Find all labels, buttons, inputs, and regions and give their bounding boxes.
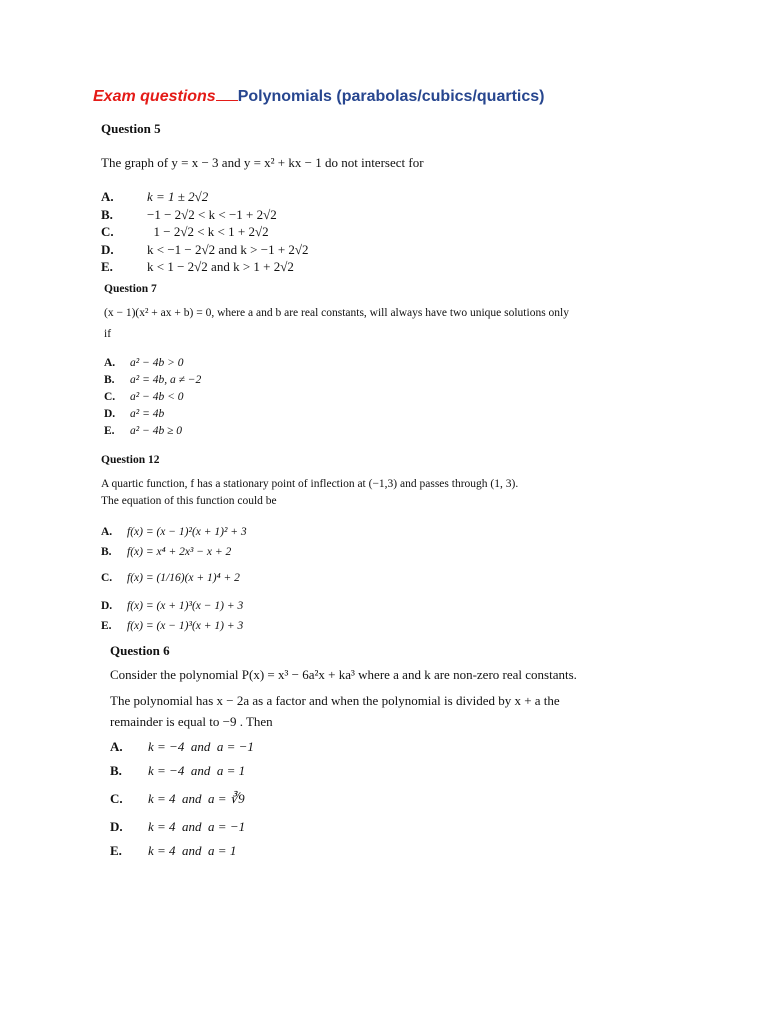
option-row: A. k = −4 and a = −1 — [110, 739, 254, 754]
option-row: D. k < −1 − 2√2 and k > −1 + 2√2 — [101, 241, 309, 257]
option-row: C. k = 4 and a = ∛9 — [110, 791, 245, 806]
question-7-options — [104, 355, 201, 440]
question-5-stem: The graph of y = x − 3 and y = x² + kx − 1 do not intersect for — [101, 155, 424, 170]
page-header — [93, 88, 544, 106]
option-row: B. a² = 4b, a ≠ −2 — [104, 374, 202, 386]
option-row: B. f(x) = x⁴ + 2x³ − x + 2 — [101, 546, 232, 558]
question-5-options — [101, 188, 309, 276]
question-12-stem-line2: The equation of this function could be — [101, 495, 277, 507]
question-5-title: Question 5 — [101, 121, 161, 136]
exam-questions-label: Exam questions — [93, 88, 216, 105]
option-row: D. a² = 4b — [104, 408, 165, 420]
option-row: E. k < 1 − 2√2 and k > 1 + 2√2 — [101, 259, 294, 274]
question-6-stem-line2: The polynomial has x − 2a as a factor and when the polynomial is divided by x + a the — [110, 693, 560, 708]
option-row: A. a² − 4b > 0 — [104, 357, 184, 369]
option-row: E. k = 4 and a = 1 — [110, 843, 237, 858]
option-row: A. k = 1 ± 2√2 — [101, 189, 209, 204]
topic-title: Polynomials (parabolas/cubics/quartics) — [237, 88, 545, 105]
question-6-options — [110, 739, 254, 867]
question-6-stem-line3: remainder is equal to −9 . Then — [110, 714, 273, 729]
option-row: C. 1 − 2√2 < k < 1 + 2√2 — [101, 224, 269, 239]
option-row: B. −1 − 2√2 < k < −1 + 2√2 — [101, 206, 277, 222]
option-row: A. f(x) = (x − 1)²(x + 1)² + 3 — [101, 526, 247, 538]
option-row: D. k = 4 and a = −1 — [110, 819, 246, 834]
option-row: C. a² − 4b < 0 — [104, 391, 184, 403]
question-12-options — [101, 526, 247, 640]
question-12-title: Question 12 — [101, 454, 160, 466]
question-7-stem-line1: (x − 1)(x² + ax + b) = 0, where a and b are real constants, will always have two unique solutions only — [104, 307, 569, 319]
option-row: E. a² − 4b ≥ 0 — [104, 425, 183, 437]
question-12-stem-line1: A quartic function, f has a stationary point of inflection at (−1,3) and passes through (1, 3). — [101, 478, 519, 490]
option-row: B. k = −4 and a = 1 — [110, 763, 246, 778]
option-row: E. f(x) = (x − 1)³(x + 1) + 3 — [101, 620, 244, 632]
question-7-stem-line2: if — [104, 328, 112, 340]
option-row: C. f(x) = (1/16)(x + 1)⁴ + 2 — [101, 572, 240, 584]
option-row: D. f(x) = (x + 1)³(x − 1) + 3 — [101, 600, 244, 612]
header-underline — [216, 88, 238, 101]
question-6-stem-line1: Consider the polynomial P(x) = x³ − 6a²x + ka³ where a and k are non-zero real constants. — [110, 667, 577, 682]
question-7-title: Question 7 — [104, 283, 157, 295]
question-6-title: Question 6 — [110, 643, 170, 658]
